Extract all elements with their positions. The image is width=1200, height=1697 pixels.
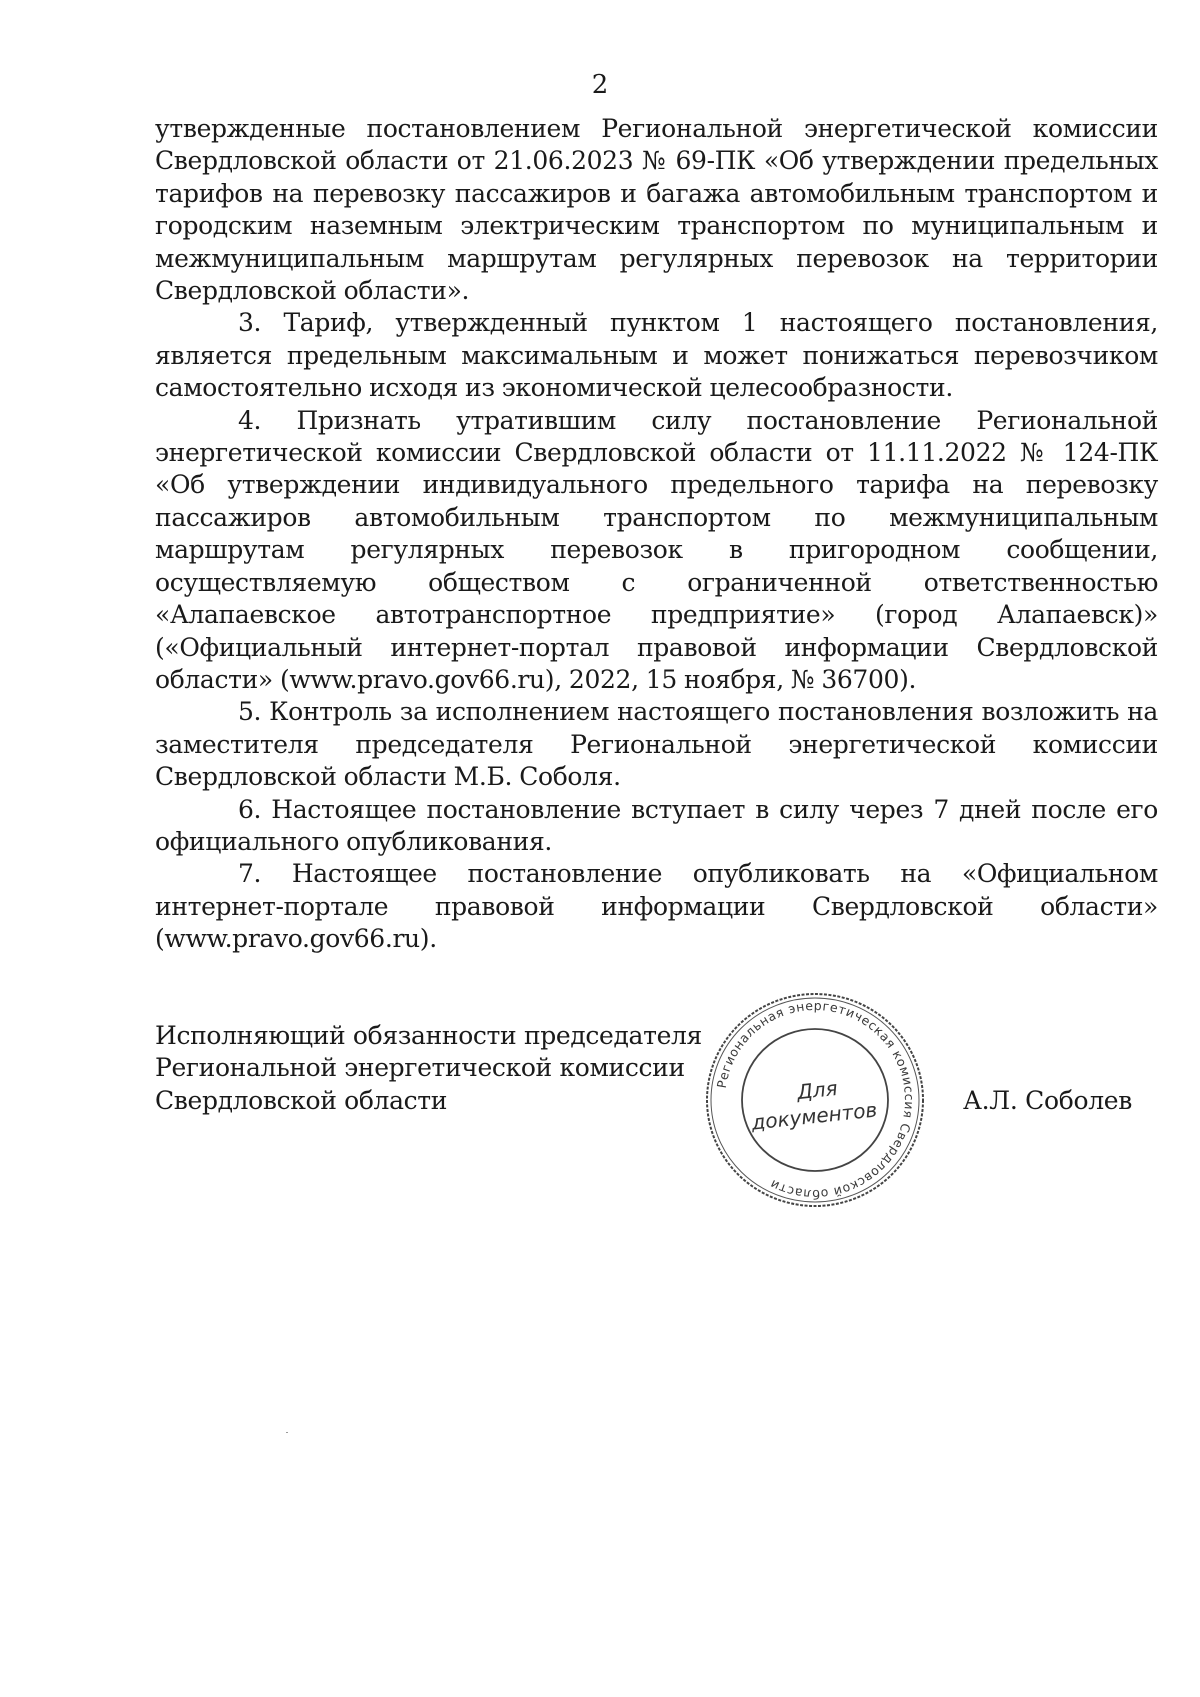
signature-position-line: Исполняющий обязанности председателя bbox=[155, 1021, 702, 1050]
stamp-center-line1: Для bbox=[795, 1075, 839, 1105]
paragraph-item-4: 4. Признать утратившим силу постановление Региональной энергетической комиссии Свердловской области от 11.11.2022 № 124-ПК «Об утверждении индивидуального предельного тарифа на перевозку пассажиров автомобильным транспортом по межмуниципальным маршрутам регулярных перевозок в пригородном сообщении, осуществляемую обществом с ограниченной ответственностью «Алапаевское автотранспортное предприятие» (город Алапаевск)» («Официальный интернет-портал правовой информации Свердловской области» (www.pravo.gov66.ru), 2022, 15 ноября, № 36700). bbox=[155, 405, 1158, 694]
paragraph-continuation: утвержденные постановлением Региональной энергетической комиссии Свердловской области от 21.06.2023 № 69-ПК «Об утверждении предельных тарифов на перевозку пассажиров и багажа автомобильным транспортом и городским наземным электрическим транспортом по муниципальным и межмуниципальным маршрутам регулярных перевозок на территории Свердловской области». bbox=[155, 114, 1158, 306]
stamp-seal-icon bbox=[700, 985, 930, 1215]
paragraph-item-6: 6. Настоящее постановление вступает в силу через 7 дней после его официального опубликования. bbox=[155, 794, 1158, 856]
stamp-ring-text: Региональная энергетическая комиссия Свердловской области bbox=[713, 997, 918, 1203]
signature-position-line: Региональной энергетической комиссии bbox=[155, 1053, 685, 1083]
paragraph-item-3: 3. Тариф, утвержденный пунктом 1 настоящего постановления, является предельным максимальным и может понижаться перевозчиком самостоятельно исходя из экономической целесообразности. bbox=[155, 308, 1158, 403]
paragraph-item-5: 5. Контроль за исполнением настоящего постановления возложить на заместителя председателя Региональной энергетической комиссии Свердловской области М.Б. Соболя. bbox=[155, 697, 1158, 792]
signer-name: А.Л. Соболев bbox=[963, 1086, 1133, 1115]
paragraph-item-7: 7. Настоящее постановление опубликовать на «Официальном интернет-портале правовой информации Свердловской области» (www.pravo.gov66.ru). bbox=[155, 859, 1158, 954]
page-number: 2 bbox=[591, 70, 609, 100]
stamp-center-line2: документов bbox=[750, 1097, 879, 1135]
signature-position-line: Свердловской области bbox=[155, 1085, 448, 1115]
official-stamp bbox=[700, 985, 930, 1215]
scan-speck bbox=[286, 1432, 288, 1433]
document-body bbox=[155, 113, 1158, 956]
signature-position bbox=[155, 1020, 702, 1117]
